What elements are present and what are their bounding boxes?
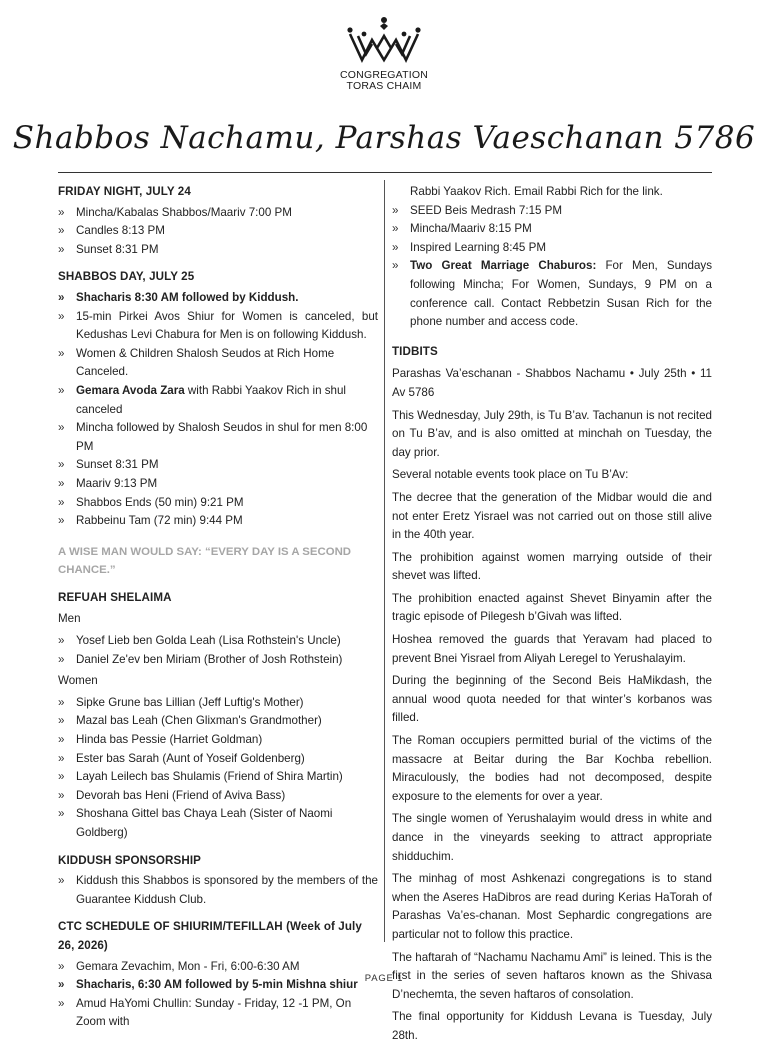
tidbits-heading: TIDBITS [392,344,438,358]
tidbit-paragraph: The single women of Yerushalayim would dress in white and dance in the vineyards seeking to attract appropriate shidduchim. [392,812,712,863]
ctc-list-continued [392,202,712,332]
list-item: » Shoshana Gittel bas Chaya Leah (Sister of Naomi Goldberg) [58,805,378,842]
left-column [58,183,378,1032]
list-item: » Mazal bas Leah (Chen Glixman's Grandmother) [58,712,378,731]
refuah-heading: REFUAH SHELAIMA [58,590,172,604]
org-name-line1: CONGREGATION [340,69,428,81]
list-item: » SEED Beis Medrash 7:15 PM [392,202,712,221]
list-item [58,382,378,419]
list-item: » Rabbeinu Tam (72 min) 9:44 PM [58,512,378,531]
shabbos-list [58,289,378,531]
list-item: » Layah Leilech bas Shulamis (Friend of Shira Martin) [58,768,378,787]
ctc-heading: CTC SCHEDULE OF SHIURIM/TEFILLAH (Week of July 26, 2026) [58,920,362,952]
list-item: » Women & Children Shalosh Seudos at Rich Home Canceled. [58,345,378,382]
women-label: Women [58,674,98,688]
tidbit-paragraph: The Roman occupiers permitted burial of the victims of the massacre at Beitar during the Bar Kochba rebellion. Miraculously, the bodies had not decomposed, despite exposure to the elements for over a year. [392,734,712,803]
list-item: » Shacharis, 6:30 AM followed by 5-min Mishna shiur [58,976,378,995]
list-item-continuation: Rabbi Yaakov Rich. Email Rabbi Rich for the link. [410,185,663,198]
tidbit-paragraph: Parashas Va’eschanan - Shabbos Nachamu • July 25th • 11 Av 5786 [392,367,712,399]
tidbit-paragraph: This Wednesday, July 29th, is Tu B’av. Tachanun is not recited on Tu B’av, and is also omitted at minchah on Tuesday, the day prior. [392,408,712,459]
tidbit-paragraph: Hoshea removed the guards that Yeravam had placed to prevent Bnei Yisrael from Aliyah Leregel to Yerushalayim. [392,633,712,665]
kiddush-list [58,872,378,909]
list-item: » Hinda bas Pessie (Harriet Goldman) [58,731,378,750]
page-number: PAGE 1 [364,973,404,984]
friday-list [58,204,378,260]
list-item: » Maariv 9:13 PM [58,475,378,494]
header [0,14,768,92]
list-item [392,257,712,331]
column-divider [384,180,385,942]
ctc-list [58,958,378,1032]
tidbit-paragraph: The prohibition against women marrying outside of their shevet was lifted. [392,550,712,583]
kiddush-heading: KIDDUSH SPONSORSHIP [58,853,201,867]
list-item: » Shabbos Ends (50 min) 9:21 PM [58,494,378,513]
tidbit-paragraph: During the beginning of the Second Beis HaMikdash, the annual wood quota needed for that winter’s korbanos was filled. [392,674,712,725]
list-item: » Daniel Ze'ev ben Miriam (Brother of Josh Rothstein) [58,651,378,670]
list-item: » Mincha/Maariv 8:15 PM [392,220,712,239]
tidbit-paragraph: The haftarah of “Nachamu Nachamu Ami” is leined. This is the first in the series of seven haftaros known as the Shivasa D’nechemta, the seven haftaros of consolation. [392,950,712,1001]
list-item: » Ester bas Sarah (Aunt of Yoseif Goldenberg) [58,750,378,769]
crown-logo-icon [344,14,424,70]
men-label: Men [58,612,81,626]
right-column [392,183,712,1046]
title-rule [58,172,712,173]
tidbit-paragraph: The final opportunity for Kiddush Levana is Tuesday, July 28th. [392,1010,712,1042]
list-item-rest: with Rabbi Yaakov Rich in shul canceled [76,383,347,416]
list-item-rest: For Men, Sundays following Mincha; For Women, Sundays, 9 PM on a conference call. Contact Rebbetzin Susan Rich for the phone number and access code. [410,259,712,329]
list-item: » Inspired Learning 8:45 PM [392,239,712,258]
list-item: » Sipke Grune bas Lillian (Jeff Luftig's Mother) [58,694,378,713]
friday-heading: FRIDAY NIGHT, JULY 24 [58,185,191,198]
tidbit-paragraph: The minhag of most Ashkenazi congregations is to stand when the Aseres HaDibros are read during Kerias HaTorah of Parashas Va’es-chanan. Most Sephardic congregations are particular not to follow this practice. [392,872,712,941]
list-item: » Devorah bas Heni (Friend of Aviva Bass) [58,787,378,806]
list-item: » Candles 8:13 PM [58,222,378,241]
list-item: » Sunset 8:31 PM [58,241,378,260]
quote: A WISE MAN WOULD SAY: “EVERY DAY IS A SECOND CHANCE.” [58,545,352,577]
list-item: » Mincha followed by Shalosh Seudos in shul for men 8:00 PM [58,419,378,456]
tidbit-paragraph: Several notable events took place on Tu B’Av: [392,468,629,482]
list-item: » Amud HaYomi Chullin: Sunday - Friday, 12 -1 PM, On Zoom with [58,995,378,1032]
list-item: » 15-min Pirkei Avos Shiur for Women is canceled, but Kedushas Levi Chabura for Men is on following Kiddush. [58,308,378,345]
list-item: » Yosef Lieb ben Golda Leah (Lisa Rothstein's Uncle) [58,632,378,651]
list-item: » Gemara Zevachim, Mon - Fri, 6:00-6:30 AM [58,958,378,977]
list-item-bold-lead: Two Great Marriage Chaburos: [410,259,597,273]
list-item: » Shacharis 8:30 AM followed by Kiddush. [58,289,378,308]
women-list [58,694,378,843]
men-list [58,632,378,669]
shabbos-heading: SHABBOS DAY, JULY 25 [58,270,195,284]
tidbit-paragraph: The decree that the generation of the Midbar would die and not enter Eretz Yisrael was not carried out on those still alive in the 40th year. [392,490,712,542]
tidbit-paragraph: The prohibition enacted against Shevet Binyamin after the tragic episode of Pilegesh b’Givah was lifted. [392,591,712,624]
org-name-line2: TORAS CHAIM [346,80,422,92]
list-item: » Sunset 8:31 PM [58,456,378,475]
list-item-bold-lead: Gemara Avoda Zara [76,383,185,397]
page-title: Shabbos Nachamu, Parshas Vaeschanan 5786 [12,120,756,156]
list-item: » Kiddush this Shabbos is sponsored by the members of the Guarantee Kiddush Club. [58,872,378,909]
list-item: » Mincha/Kabalas Shabbos/Maariv 7:00 PM [58,204,378,223]
